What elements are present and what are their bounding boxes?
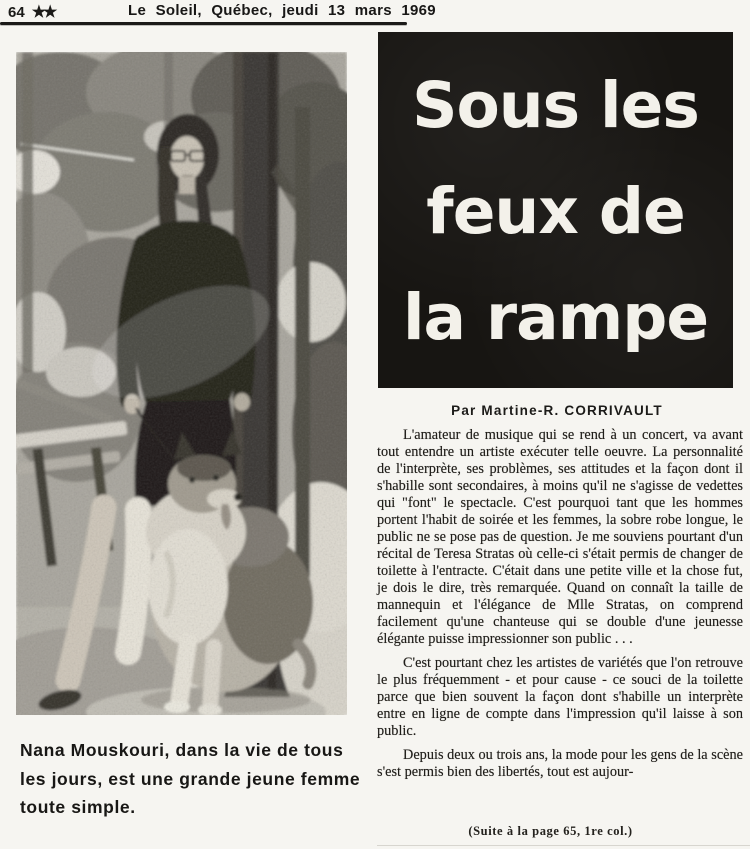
headline-box: [378, 32, 733, 388]
stars-icon: ★★: [31, 4, 55, 21]
continuation-note: (Suite à la page 65, 1re col.): [468, 824, 633, 838]
masthead-title: Le Soleil, Québec, jeudi 13 mars 1969: [128, 2, 436, 19]
page-number: 64: [8, 4, 25, 21]
article-paragraph: Depuis deux ou trois ans, la mode pour les gens de la scène s'est permis bien des libertés, tout est aujour-: [377, 747, 743, 780]
byline: Par Martine-R. CORRIVAULT: [451, 403, 663, 418]
article-paragraph: C'est pourtant chez les artistes de variétés que l'on retrouve le plus fréquemment - et pour cause - ce souci de la toilette parce que bien souvent la façon dont s'habille un interprète entre en ligne de compte dans l'impression qu'il laisse à son public.: [377, 655, 743, 739]
photo-illustration: [16, 52, 347, 715]
photo-nana-mouskouri-with-dog: [16, 52, 347, 715]
headline-line: la rampe: [402, 281, 709, 354]
headline-line: Sous les: [412, 69, 699, 142]
photo-caption: [20, 736, 362, 822]
masthead-left: [8, 2, 54, 22]
article-paragraph: L'amateur de musique qui se rend à un concert, va avant tout entendre un artiste exécuter telle oeuvre. La personnalité de l'interprète, ses problèmes, ses attitudes et la façon dont il s'habille sont secondaires, à moins qu'il ne s'agisse de vedettes qui "font" le spectacle. C'est pourquoi tant que les hommes portent l'habit de soirée et les femmes, la sobre robe longue, le public ne se pose pas de question. Je me souviens pourtant d'un récital de Teresa Stratas où celle-ci s'était permis de changer de toilette à l'entracte. C'était dans une petite ville et la chose fut, je dois le dire, très remarquée. Quand on connaît la taille de mannequin et l'élégance de Mlle Stratas, on comprend facilement qu'une chanteuse qui se double d'une jeunesse élégante puisse impressionner son public . . .: [377, 427, 743, 647]
headline-line: feux de: [426, 175, 685, 248]
photo-caption-line: Nana Mouskouri, dans la vie de tous: [20, 740, 344, 760]
masthead-rule: [0, 22, 407, 25]
column-bottom-rule: [377, 845, 750, 846]
photo-caption-line: les jours, est une grande jeune femme: [20, 768, 361, 789]
photo-caption-line: toute simple.: [20, 797, 136, 817]
article-body: [377, 427, 743, 788]
